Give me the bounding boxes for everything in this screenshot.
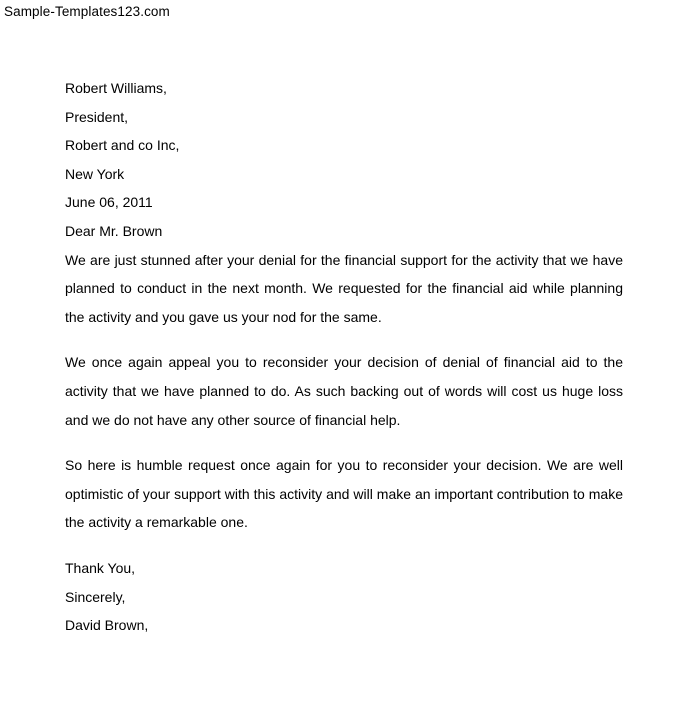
watermark-text: Sample-Templates123.com <box>4 4 170 19</box>
letter-body <box>65 74 623 640</box>
signature-name: David Brown, <box>65 617 149 634</box>
salutation: Dear Mr. Brown <box>65 222 163 239</box>
sender-title: President, <box>65 108 129 125</box>
paragraph-1: We are just stunned after your denial for the financial support for the activity that we have planned to conduct in the next month. We requested for the financial aid while planning the activity and you gave us your nod for the same. <box>65 251 623 325</box>
letter-date: June 06, 2011 <box>65 194 153 211</box>
city: New York <box>65 165 125 182</box>
sender-name: Robert Williams, <box>65 80 167 96</box>
paragraph-2: We once again appeal you to reconsider your decision of denial of financial aid to the activity that we have planned to do. As such backing out of words will cost us huge loss and we do not have any other source of financial help. <box>65 354 623 428</box>
closing-thanks: Thank You, <box>65 559 136 576</box>
closing-sincerely: Sincerely, <box>65 588 126 605</box>
paragraph-3: So here is humble request once again for you to reconsider your decision. We are well optimistic of your support with this activity and will make an important contribution to make the activity a remarkable one. <box>65 457 623 531</box>
company-name: Robert and co Inc, <box>65 137 180 154</box>
